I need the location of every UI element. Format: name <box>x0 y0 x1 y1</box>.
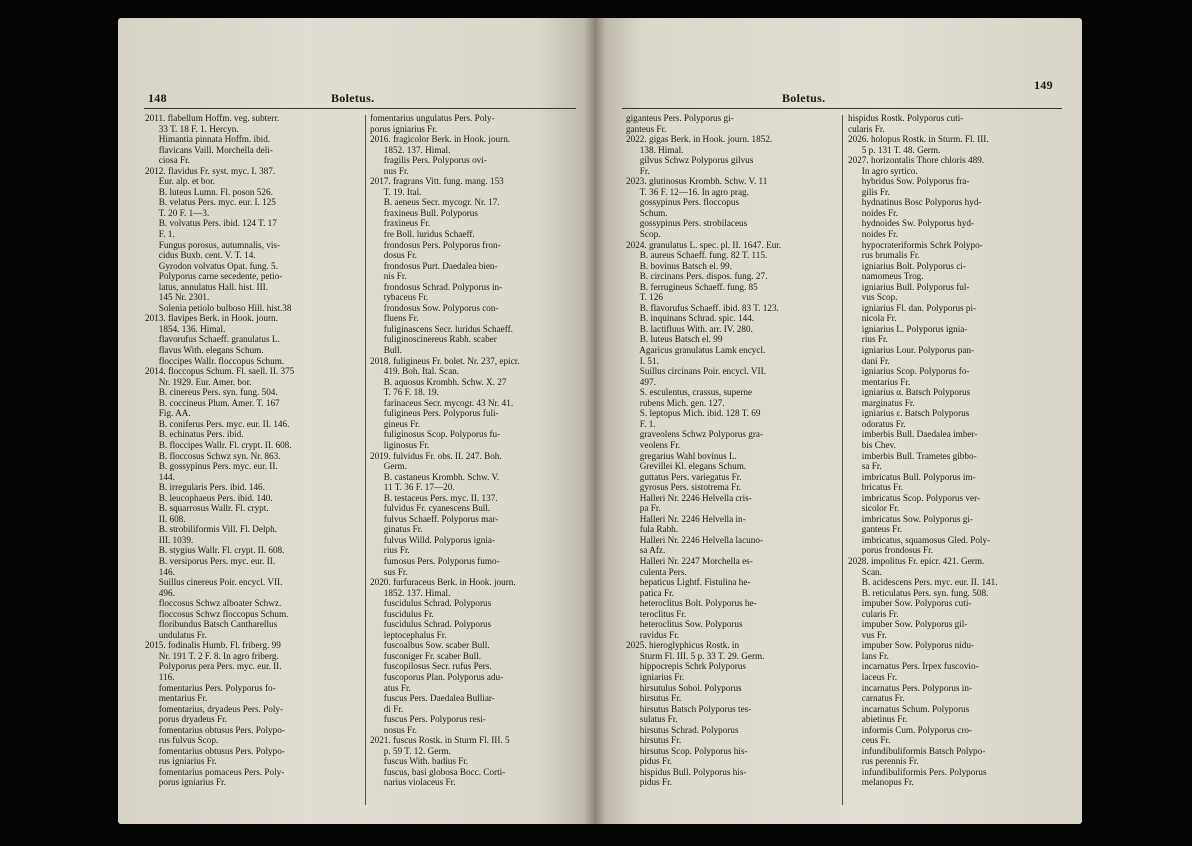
text-line: graveolens Schwz Polyporus gra- <box>626 429 764 440</box>
text-line: Fr. <box>626 165 650 176</box>
text-line: fuscus, basi globosa Bocc. Corti- <box>370 766 506 777</box>
text-line: imbricatus, squamosus Gled. Poly- <box>848 534 991 545</box>
text-line: B. acidescens Pers. myc. eur. II. 141. <box>848 577 998 588</box>
text-line: cularis Fr. <box>848 608 899 619</box>
text-line: igniarius L. Polyporus ignia- <box>848 323 968 334</box>
text-line: igniarius Lour. Polyporus pan- <box>848 345 975 356</box>
text-line: abietinus Fr. <box>848 714 908 725</box>
text-line: 2015. fodinalis Humb. Fl. friberg. 99 <box>145 640 281 651</box>
text-line: Nr. 1929. Eur. Amer. bor. <box>145 376 252 387</box>
text-line: fulvus Schaeff. Polyporus mar- <box>370 513 499 524</box>
text-line: 2018. fuligineus Fr. bolet. Nr. 237, epicr. <box>370 355 520 366</box>
column-divider <box>365 115 366 805</box>
text-line: B. cinereus Pers. syn. fung. 504. <box>145 387 278 398</box>
text-line: T. 36 F. 12—16. In agro prag. <box>626 186 749 197</box>
text-line: B. circinans Pers. dispos. fung. 27. <box>626 271 768 282</box>
text-line: imberbis Bull. Trametes gibbo- <box>848 450 977 461</box>
text-line: frondosus Sow. Polyporus con- <box>370 302 499 313</box>
text-line: namomeus Trog. <box>848 271 924 282</box>
text-line: vus Fr. <box>848 629 887 640</box>
text-line: 2025. hieroglyphicus Rostk. in <box>626 640 740 651</box>
text-line: 2021. fuscus Rostk. in Sturm Fl. III. 5 <box>370 735 510 746</box>
text-line: fusconiger Fr. scaber Bull. <box>370 650 481 661</box>
text-line: hepaticus Lightf. Fistulina he- <box>626 577 751 588</box>
text-line: gilis Fr. <box>848 186 890 197</box>
text-line: nus Fr. <box>370 165 409 176</box>
column-right-1 <box>626 113 838 788</box>
text-line: hirsutus Batsch Polyporus tes- <box>626 703 752 714</box>
text-line: nosus Fr. <box>370 724 417 735</box>
text-line: gossypinus Pers. floccopus <box>626 197 740 208</box>
text-line: fuscopilosus Secr. rufus Pers. <box>370 661 492 672</box>
text-line: B. coccineus Plum. Amer. T. 167 <box>145 397 280 408</box>
text-line: igniarius Bull. Polyporus ful- <box>848 281 970 292</box>
text-line: Solenia petiolo bulboso Hill. hist.38 <box>145 302 292 313</box>
text-line: B. aureus Schaeff. fung. 82 T. 115. <box>626 250 768 261</box>
text-line: hirsutus Schrad. Polyporus <box>626 724 739 735</box>
text-line: I. 51. <box>626 355 659 366</box>
text-line: ciosa Fr. <box>145 155 190 166</box>
text-line: imbricatus Sow. Polyporus gi- <box>848 513 973 524</box>
text-line: rus brumalis Fr. <box>848 250 920 261</box>
text-line: gregarius Wahl bovinus L. <box>626 450 737 461</box>
text-line: culenta Pers. <box>626 566 687 577</box>
text-line: frondosus Pers. Polyporus fron- <box>370 239 501 250</box>
text-line: Suillus cinereus Poir. encycl. VII. <box>145 577 283 588</box>
text-line: 1852. 137. Himal. <box>370 587 451 598</box>
text-line: fuligineus Pers. Polyporus fuli- <box>370 408 499 419</box>
text-line: hypocrateriformis Schrk Polypo- <box>848 239 983 250</box>
text-line: porus dryadeus Fr. <box>145 714 227 725</box>
text-line: B. floccipes Wallr. Fl. crypt. II. 608. <box>145 439 292 450</box>
text-line: ravidus Fr. <box>626 629 680 640</box>
text-line: gilvus Schwz Polyporus gilvus <box>626 155 754 166</box>
text-line: S. esculentus, crassus, superne <box>626 387 753 398</box>
text-line: 2019. fulvidus Fr. obs. II. 247. Boh. <box>370 450 502 461</box>
text-line: mentarius Fr. <box>848 376 911 387</box>
text-line: porus igniarius Fr. <box>370 123 438 134</box>
text-line: S. leptopus Mich. ibid. 128 T. 69 <box>626 408 761 419</box>
text-line: p. 59 T. 12. Germ. <box>370 745 451 756</box>
page-number: 148 <box>148 91 167 105</box>
text-line: rus igniarius Fr. <box>145 756 217 767</box>
text-line: fomentarius, dryadeus Pers. Poly- <box>145 703 284 714</box>
text-line: carnatus Fr. <box>848 693 905 704</box>
text-line: ceus Fr. <box>848 735 891 746</box>
text-line: sa Fr. <box>848 461 882 472</box>
text-line: rubens Mich. gen. 127. <box>626 397 725 408</box>
text-line: B. echinatus Pers. ibid. <box>145 429 244 440</box>
text-line: 496. <box>145 587 175 598</box>
text-line: Agaricus granulatus Lamk encycl. <box>626 345 766 356</box>
text-line: fre Boll. luridus Schaeff. <box>370 229 475 240</box>
text-line: Fungus porosus, autumnalis, vis- <box>145 239 281 250</box>
text-line: Polyporus pera Pers. myc. eur. II. <box>145 661 282 672</box>
column-divider <box>842 115 843 805</box>
text-line: rus fulvus Scop. <box>145 735 219 746</box>
text-line: bricatus Fr. <box>848 482 904 493</box>
text-line: F. 1. <box>626 418 656 429</box>
text-line: T. 76 F. 18. 19. <box>370 387 439 398</box>
text-line: 2020. furfuraceus Berk. in Hook. journ. <box>370 577 516 588</box>
text-line: III. 1039. <box>145 534 194 545</box>
column-right-2 <box>848 113 1068 788</box>
text-line: flavorufus Schaeff. granulatus L. <box>145 334 280 345</box>
text-line: pidus Fr. <box>626 756 672 767</box>
text-line: fragilis Pers. Polyporus ovi- <box>370 155 487 166</box>
text-line: rius Fr. <box>370 545 410 556</box>
text-line: B. leucophaeus Pers. ibid. 140. <box>145 492 273 503</box>
header-rule <box>622 108 1062 109</box>
text-line: T. 19. Ital. <box>370 186 422 197</box>
text-line: igniarius Bolt. Polyporus ci- <box>848 260 966 271</box>
text-line: melanopus Fr. <box>848 777 914 788</box>
text-line: vus Scop. <box>848 292 898 303</box>
text-line: B. aquosus Krombh. Schw. X. 27 <box>370 376 507 387</box>
text-line: incarnatus Schum. Polyporus <box>848 703 970 714</box>
text-line: fuliginoscinereus Rabh. scaber <box>370 334 497 345</box>
open-book <box>118 18 1082 824</box>
text-line: 2014. floccopus Schum. Fl. saell. II. 375 <box>145 366 295 377</box>
text-line: hybridus Sow. Polyporus fra- <box>848 176 970 187</box>
text-line: 2022. gigas Berk. in Hook. journ. 1852. <box>626 134 773 145</box>
text-line: B. irregularis Pers. ibid. 146. <box>145 482 265 493</box>
text-line: T. 126 <box>626 292 663 303</box>
text-line: pa Fr. <box>626 503 661 514</box>
text-line: fuscoalbus Sow. scaber Bull. <box>370 640 490 651</box>
text-line: noides Fr. <box>848 229 899 240</box>
text-line: incarnatus Pers. Irpex fuscovio- <box>848 661 979 672</box>
text-line: fumosus Pers. Polyporus fumo- <box>370 555 500 566</box>
text-line: hirsutus Fr. <box>626 693 682 704</box>
text-line: fulvus Willd. Polyporus ignia- <box>370 534 496 545</box>
text-line: 2012. flavidus Fr. syst. myc. I. 387. <box>145 165 276 176</box>
running-title: Boletus. <box>782 91 826 105</box>
text-line: hispidus Bull. Polyporus his- <box>626 766 747 777</box>
text-line: Scop. <box>626 229 661 240</box>
text-line: farinaceus Secr. mycogr. 43 Nr. 41. <box>370 397 514 408</box>
text-line: F. 1. <box>145 229 175 240</box>
text-line: giganteus Pers. Polyporus gi- <box>626 113 734 123</box>
text-line: atus Fr. <box>370 682 411 693</box>
text-line: Gyrodon volvatus Opat. fung. 5. <box>145 260 278 271</box>
text-line: heteroclitus Bolt. Polyporus he- <box>626 598 757 609</box>
text-line: B. testaceus Pers. myc. II. 137. <box>370 492 498 503</box>
header-rule <box>144 108 576 109</box>
text-line: 144. <box>145 471 175 482</box>
text-line: fuscidulus Schrad. Polyporus <box>370 619 492 630</box>
text-line: 2024. granulatus L. spec. pl. II. 1647. Eur. <box>626 239 782 250</box>
text-line: fuscus With. badius Fr. <box>370 756 469 767</box>
text-line: patica Fr. <box>626 587 674 598</box>
left-page <box>118 18 594 824</box>
text-line: igniarius α. Batsch Polyporus <box>848 387 971 398</box>
text-line: floccipes Wallr. floccopus Schum. <box>145 355 285 366</box>
text-line: Halleri Nr. 2246 Helvella lacuno- <box>626 534 764 545</box>
text-line: 2016. fragicolor Berk. in Hook. journ. <box>370 134 511 145</box>
text-line: Polyporus carne secedente, petio- <box>145 271 283 282</box>
page-number: 149 <box>1034 78 1053 92</box>
text-line: B. gossypinus Pers. myc. eur. II. <box>145 461 278 472</box>
text-line: igniarius ε. Batsch Polyporus <box>848 408 970 419</box>
text-line: 5 p. 131 T. 48. Germ. <box>848 144 941 155</box>
text-line: 33 T. 18 F. 1. Hercyn. <box>145 123 239 134</box>
text-line: B. reticulatus Pers. syn. fung. 508. <box>848 587 989 598</box>
text-line: Halleri Nr. 2247 Morchella es- <box>626 555 753 566</box>
text-line: guttatus Pers. variegatus Fr. <box>626 471 742 482</box>
text-line: fuscoporus Plan. Polyporus adu- <box>370 671 504 682</box>
text-line: 2023. glutinosus Krombh. Schw. V. 11 <box>626 176 768 187</box>
text-line: fraxineus Fr. <box>370 218 431 229</box>
text-line: gineus Fr. <box>370 418 421 429</box>
text-line: 2017. fragrans Vitt. fung. mang. 153 <box>370 176 504 187</box>
text-line: latus, annulatus Hall. hist. III. <box>145 281 268 292</box>
text-line: hirsutus Fr. <box>626 735 682 746</box>
text-line: fuscus Pers. Daedalea Bulliar- <box>370 693 495 704</box>
text-line: hirsutulus Sobol. Polyporus <box>626 682 742 693</box>
text-line: Scan. <box>848 566 882 577</box>
text-line: Halleri Nr. 2246 Helvella in- <box>626 513 746 524</box>
text-line: dosus Fr. <box>370 250 417 261</box>
text-line: sa Afz. <box>626 545 666 556</box>
text-line: flavicans Vaill. Morchella deli- <box>145 144 273 155</box>
text-line: noides Fr. <box>848 207 899 218</box>
text-line: hydnatinus Bosc Polyporus hyd- <box>848 197 982 208</box>
text-line: floribundus Batsch Cantharellus <box>145 619 278 630</box>
text-line: bis Chev. <box>848 439 896 450</box>
text-line: impuber Sow. Polyporus gil- <box>848 619 968 630</box>
text-line: B. volvatus Pers. ibid. 124 T. 17 <box>145 218 277 229</box>
text-line: B. versiporus Pers. myc. eur. II. <box>145 555 276 566</box>
text-line: hydnoides Sw. Polyporus hyd- <box>848 218 974 229</box>
text-line: fuliginascens Secr. luridus Schaeff. <box>370 323 513 334</box>
text-line: B. floccosus Schwz syn. Nr. 863. <box>145 450 281 461</box>
text-line: impuber Sow. Polyporus nidu- <box>848 640 974 651</box>
text-line: B. squarrosus Wallr. Fl. crypt. <box>145 503 269 514</box>
text-line: dani Fr. <box>848 355 890 366</box>
text-line: 1852. 137. Himal. <box>370 144 451 155</box>
text-line: 2028. impolitus Fr. epicr. 421. Germ. <box>848 555 985 566</box>
text-line: Nr. 191 T. 2 F. 8. In agro friberg. <box>145 650 279 661</box>
text-line: porus frondosus Fr. <box>848 545 933 556</box>
text-line: rus perennis Fr. <box>848 756 919 767</box>
text-line: igniarius Fl. dan. Polyporus pi- <box>848 302 977 313</box>
text-line: heteroclitus Sow. Polyporus <box>626 619 743 630</box>
text-line: impuber Sow. Polyporus cuti- <box>848 598 972 609</box>
text-line: B. coniferus Pers. myc. eur. II. 146. <box>145 418 290 429</box>
text-line: incarnatus Pers. Polyporus in- <box>848 682 973 693</box>
text-line: II. 608. <box>145 513 186 524</box>
text-line: igniarius Fr. <box>626 671 685 682</box>
text-line: B. strobiliformis Vill. Fl. Delph. <box>145 524 277 535</box>
text-line: flavus With. elegans Schum. <box>145 345 264 356</box>
text-line: fuliginosus Scop. Polyporus fu- <box>370 429 501 440</box>
text-line: leptocephalus Fr. <box>370 629 447 640</box>
text-line: floccosus Schwz alboater Schwz. <box>145 598 282 609</box>
text-line: ganteus Fr. <box>848 524 903 535</box>
text-line: B. luteus Batsch el. 99 <box>626 334 723 345</box>
text-line: fomentarius obtusus Pers. Polypo- <box>145 745 285 756</box>
text-line: sicolor Fr. <box>848 503 900 514</box>
text-line: 116. <box>145 671 175 682</box>
text-line: 497. <box>626 376 656 387</box>
text-line: fula Rabh. <box>626 524 679 535</box>
text-line: B. aeneus Secr. mycogr. Nr. 17. <box>370 197 500 208</box>
text-line: veolens Fr. <box>626 439 681 450</box>
text-line: fluens Fr. <box>370 313 419 324</box>
text-line: rius Fr. <box>848 334 888 345</box>
text-line: laceus Fr. <box>848 671 897 682</box>
text-line: fomentarius ungulatus Pers. Poly- <box>370 113 495 123</box>
text-line: 145 Nr. 2301. <box>145 292 210 303</box>
text-line: teroclitus Fr. <box>626 608 687 619</box>
right-page <box>594 18 1082 824</box>
text-line: Schum. <box>626 207 668 218</box>
text-line: 2013. flavipes Berk. in Hook. journ. <box>145 313 278 324</box>
text-line: 2027. horizontalis Thore chloris 489. <box>848 155 985 166</box>
text-line: porus igniarius Fr. <box>145 777 226 788</box>
text-line: infundibuliformis Batsch Polypo- <box>848 745 986 756</box>
text-line: Grevillei Kl. elegans Schum. <box>626 461 747 472</box>
text-line: Himantia pinnata Hoffm. ibid. <box>145 134 271 145</box>
text-line: marginatus Fr. <box>848 397 915 408</box>
text-line: 2011. flabellum Hoffm. veg. subterr. <box>145 113 280 123</box>
text-line: mentarius Fr. <box>145 693 208 704</box>
text-line: B. lactifluus With. arr. IV. 280. <box>626 323 753 334</box>
text-line: odoratus Fr. <box>848 418 906 429</box>
text-line: B. ferrugineus Schaeff. fung. 85 <box>626 281 758 292</box>
text-line: fuscidulus Fr. <box>370 608 434 619</box>
text-line: 1854. 136. Himal. <box>145 323 226 334</box>
text-line: pidus Fr. <box>626 777 672 788</box>
text-line: fraxineus Bull. Polyporus <box>370 207 478 218</box>
text-line: nis Fr. <box>370 271 407 282</box>
text-line: imbricatus Bull. Polyporus im- <box>848 471 976 482</box>
running-title: Boletus. <box>331 91 375 105</box>
text-line: 419. Boh. Ital. Scan. <box>370 366 460 377</box>
text-line: lans Fr. <box>848 650 889 661</box>
text-line: 146. <box>145 566 175 577</box>
text-line: fulvidus Fr. cyanescens Bull. <box>370 503 491 514</box>
text-line: floccosus Schwz floccopus Schum. <box>145 608 289 619</box>
text-line: B. inquinans Schrad. spic. 144. <box>626 313 755 324</box>
text-line: B. flavorufus Schaeff. ibid. 83 T. 123. <box>626 302 779 313</box>
text-line: cidus Buxb. cent. V. T. 14. <box>145 250 256 261</box>
text-line: Germ. <box>370 461 407 472</box>
text-line: 2026. holopus Rostk. in Sturm. Fl. III. <box>848 134 989 145</box>
text-line: igniarius Scop. Polyporus fo- <box>848 366 970 377</box>
book-gutter <box>584 18 606 824</box>
column-left-2 <box>370 113 582 788</box>
text-line: hirsutus Scop. Polyporus his- <box>626 745 748 756</box>
text-line: narius violaceus Fr. <box>370 777 456 788</box>
text-line: Halleri Nr. 2246 Helvella cris- <box>626 492 752 503</box>
text-line: Bull. <box>370 345 402 356</box>
text-line: B. castaneus Krombh. Schw. V. <box>370 471 500 482</box>
text-line: imbricatus Scop. Polyporus ver- <box>848 492 980 503</box>
text-line: In agro syrtico. <box>848 165 918 176</box>
text-line: hispidus Rostk. Polyporus cuti- <box>848 113 964 123</box>
text-line: Sturm Fl. III. 5 p. 33 T. 29. Germ. <box>626 650 765 661</box>
text-line: hippocrepis Schrk Polyporus <box>626 661 746 672</box>
text-line: gossypinus Pers. strobilaceus <box>626 218 748 229</box>
text-line: ganteus Fr. <box>626 123 667 134</box>
text-line: di Fr. <box>370 703 404 714</box>
text-line: Fig. AA. <box>145 408 191 419</box>
text-line: sulatus Fr. <box>626 714 678 725</box>
text-line: Eur. alp. et bor. <box>145 176 215 187</box>
text-line: liginosus Fr. <box>370 439 430 450</box>
text-line: B. velatus Pers. myc. eur. I. 125 <box>145 197 276 208</box>
text-line: frondosus Purt. Daedalea bien- <box>370 260 498 271</box>
text-line: 138. Himal. <box>626 144 684 155</box>
text-line: informis Cum. Polyporus cro- <box>848 724 973 735</box>
text-line: imberbis Bull. Daedalea imber- <box>848 429 978 440</box>
text-line: gyrosus Pers. sistotrema Fr. <box>626 482 742 493</box>
text-line: B. luteus Lumn. Fl. poson 526. <box>145 186 273 197</box>
text-line: Suillus circinans Poir. encycl. VII. <box>626 366 766 377</box>
text-line: cularis Fr. <box>848 123 885 134</box>
text-line: B. bovinus Batsch el. 99. <box>626 260 732 271</box>
text-line: sus Fr. <box>370 566 408 577</box>
text-line: fuscidulus Schrad. Polyporus <box>370 598 492 609</box>
text-line: ginatus Fr. <box>370 524 423 535</box>
text-line: 11 T. 36 F. 17—20. <box>370 482 455 493</box>
text-line: nicola Fr. <box>848 313 897 324</box>
text-line: tybaceus Fr. <box>370 292 429 303</box>
text-line: fomentarius Pers. Polyporus fo- <box>145 682 276 693</box>
text-line: T. 20 F. 1—3. <box>145 207 210 218</box>
text-line: frondosus Schrad. Polyporus in- <box>370 281 503 292</box>
column-left-1 <box>145 113 363 788</box>
text-line: undulatus Fr. <box>145 629 207 640</box>
text-line: fuscus Pers. Polyporus resi- <box>370 714 486 725</box>
text-line: fomentarius obtusus Pers. Polypo- <box>145 724 285 735</box>
text-line: B. stygius Wallr. Fl. crypt. II. 608. <box>145 545 285 556</box>
text-line: fomentarius pomaceus Pers. Poly- <box>145 766 285 777</box>
text-line: infundibuliformis Pers. Polyporus <box>848 766 987 777</box>
